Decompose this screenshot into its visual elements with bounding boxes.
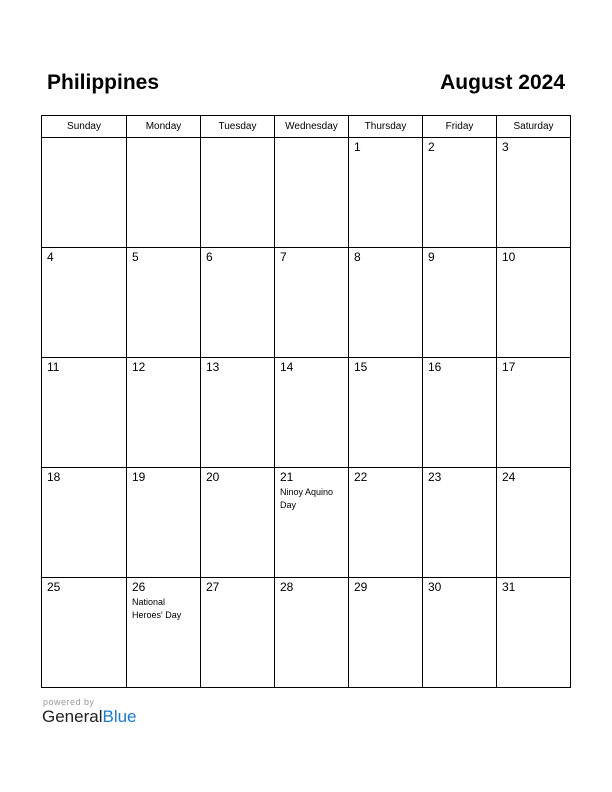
generalblue-logo[interactable] — [42, 707, 137, 727]
day-number: 25 — [47, 580, 61, 594]
weekday-header: Sunday — [42, 116, 127, 138]
day-number: 4 — [47, 250, 54, 264]
day-number: 3 — [502, 140, 509, 154]
day-number: 6 — [206, 250, 213, 264]
day-cell — [127, 248, 201, 358]
weekday-header-row — [42, 116, 571, 138]
day-number: 19 — [132, 470, 146, 484]
day-number: 26 — [132, 580, 146, 594]
day-number: 23 — [428, 470, 442, 484]
day-cell — [497, 248, 571, 358]
logo-general: General — [42, 707, 103, 726]
day-cell — [42, 358, 127, 468]
day-number: 30 — [428, 580, 442, 594]
day-number: 10 — [502, 250, 516, 264]
day-number: 5 — [132, 250, 139, 264]
day-number: 13 — [206, 360, 220, 374]
day-cell — [201, 248, 275, 358]
day-number: 15 — [354, 360, 368, 374]
holiday-label: National Heroes' Day — [132, 597, 182, 620]
week-row — [42, 358, 571, 468]
day-number: 21 — [280, 470, 294, 484]
day-cell — [349, 578, 423, 688]
day-number: 22 — [354, 470, 368, 484]
day-number: 16 — [428, 360, 442, 374]
day-cell — [275, 468, 349, 578]
weekday-header: Saturday — [497, 116, 571, 138]
holiday-label: Ninoy Aquino Day — [280, 487, 334, 510]
day-number: 11 — [47, 360, 60, 374]
day-cell — [275, 248, 349, 358]
day-number: 18 — [47, 470, 61, 484]
day-cell — [201, 358, 275, 468]
empty-cell — [201, 138, 275, 248]
day-cell — [423, 358, 497, 468]
day-cell — [275, 358, 349, 468]
week-row — [42, 138, 571, 248]
day-cell — [349, 358, 423, 468]
day-number: 14 — [280, 360, 294, 374]
day-number: 29 — [354, 580, 368, 594]
day-number: 31 — [502, 580, 516, 594]
day-number: 2 — [428, 140, 435, 154]
weekday-header: Thursday — [349, 116, 423, 138]
empty-cell — [127, 138, 201, 248]
day-cell — [201, 578, 275, 688]
day-cell — [423, 468, 497, 578]
weekday-header: Monday — [127, 116, 201, 138]
week-row — [42, 248, 571, 358]
day-cell — [423, 578, 497, 688]
weekday-header: Friday — [423, 116, 497, 138]
day-cell — [349, 248, 423, 358]
powered-by-text: powered by — [43, 697, 95, 707]
day-cell — [497, 578, 571, 688]
calendar-grid — [41, 115, 571, 688]
day-number: 24 — [502, 470, 516, 484]
logo-blue: Blue — [102, 707, 137, 726]
day-cell — [497, 138, 571, 248]
day-cell — [42, 468, 127, 578]
day-cell — [275, 578, 349, 688]
weekday-header: Tuesday — [201, 116, 275, 138]
day-cell — [423, 248, 497, 358]
day-cell — [497, 468, 571, 578]
day-number: 20 — [206, 470, 220, 484]
day-cell — [201, 468, 275, 578]
day-cell — [127, 468, 201, 578]
day-cell — [349, 138, 423, 248]
day-cell — [42, 578, 127, 688]
day-number: 7 — [280, 250, 287, 264]
month-title: August 2024 — [440, 71, 565, 94]
day-number: 8 — [354, 250, 361, 264]
day-number: 28 — [280, 580, 294, 594]
empty-cell — [42, 138, 127, 248]
country-title: Philippines — [47, 71, 160, 94]
day-number: 12 — [132, 360, 146, 374]
week-row — [42, 578, 571, 688]
day-cell — [423, 138, 497, 248]
week-row — [42, 468, 571, 578]
day-cell — [127, 358, 201, 468]
day-cell — [497, 358, 571, 468]
day-cell — [349, 468, 423, 578]
day-number: 27 — [206, 580, 220, 594]
day-cell — [127, 578, 201, 688]
day-number: 1 — [354, 140, 361, 154]
day-number: 17 — [502, 360, 516, 374]
day-number: 9 — [428, 250, 435, 264]
day-cell — [42, 248, 127, 358]
weekday-header: Wednesday — [275, 116, 349, 138]
empty-cell — [275, 138, 349, 248]
